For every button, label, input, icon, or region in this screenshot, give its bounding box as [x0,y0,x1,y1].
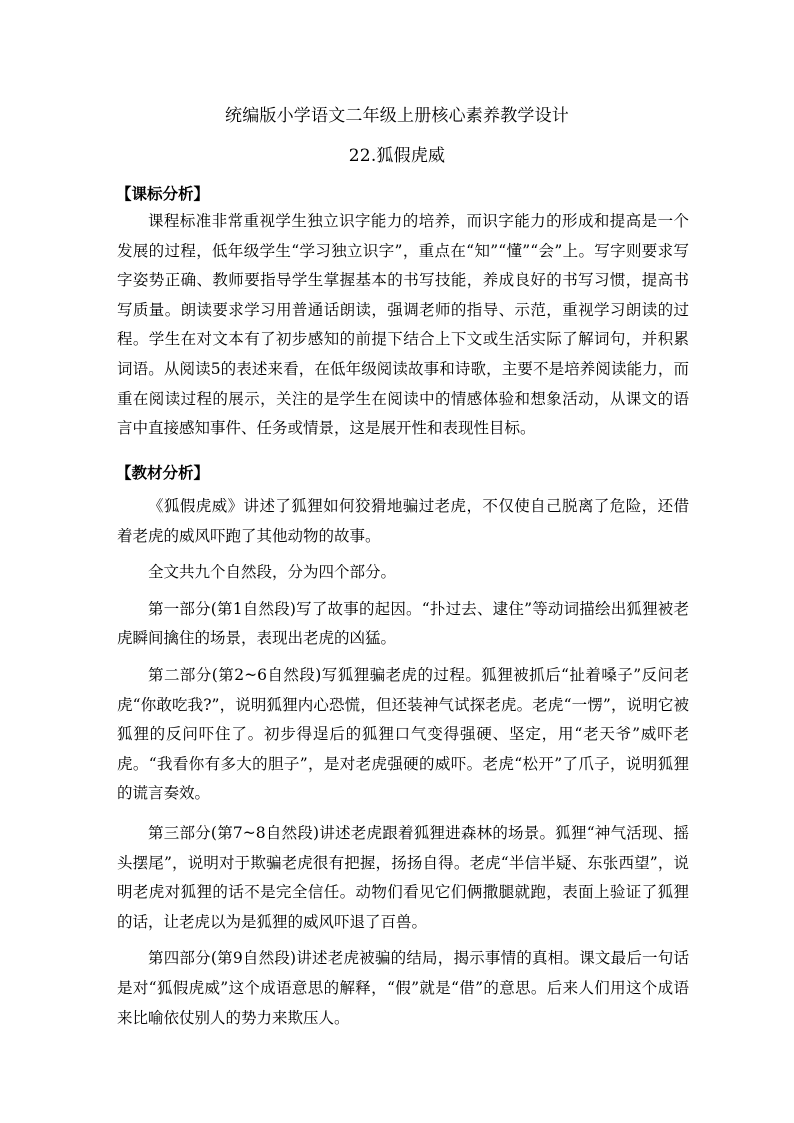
section-body-textbook [117,492,689,1033]
lesson-title: 22.狐假虎威 [348,146,446,166]
section-heading-curriculum: 【课标分析】 [116,184,210,203]
paragraph: 第二部分(第2~6自然段)写狐狸骗老虎的过程。狐狸被抓后“扯着嗓子”反问老虎“你敢吃我?”，说明狐狸内心恐慌，但还装神气试探老虎。老虎“一愣”，说明它被狐狸的反问吓住了。初步得逞后的狐狸口气变得强硬、坚定，用“老天爷”威吓老虎。“我看你有多大的胆子”，是对老虎强硬的威吓。老虎“松开”了爪子，说明狐狸的谎言奏效。 [117,665,689,803]
paragraph: 课程标准非常重视学生独立识字能力的培养，而识字能力的形成和提高是一个发展的过程，低年级学生“学习独立识字”，重点在“知”“懂”“会”上。写字则要求写字姿势正确、教师要指导学生掌握基本的书写技能，养成良好的书写习惯，提高书写质量。朗读要求学习用普通话朗读，强调老师的指导、示范，重视学习朗读的过程。学生在对文本有了初步感知的前提下结合上下文或生活实际了解词句，并积累词语。从阅读5的表述来看，在低年级阅读故事和诗歌，主要不是培养阅读能力，而重在阅读过程的展示，关注的是学生在阅读中的情感体验和想象活动，从课文的语言中直接感知事件、任务或情景，这是展开性和表现性目标。 [117,212,689,438]
paragraph: 第四部分(第9自然段)讲述老虎被骗的结局，揭示事情的真相。课文最后一句话是对“狐假虎威”这个成语意思的解释，“假”就是“借”的意思。后来人们用这个成语来比喻依仗别人的势力来欺压人。 [117,949,689,1027]
paragraph: 第三部分(第7~8自然段)讲述老虎跟着狐狸进森林的场景。狐狸“神气活现、摇头摆尾”，说明对于欺骗老虎很有把握，扬扬自得。老虎“半信半疑、东张西望”，说明老虎对狐狸的话不是完全信任。动物们看见它们俩撒腿就跑，表面上验证了狐狸的话，让老虎以为是狐狸的威风吓退了百兽。 [117,823,689,931]
section-heading-textbook: 【教材分析】 [116,463,210,482]
paragraph: 全文共九个自然段，分为四个部分。 [148,563,397,582]
paragraph: 第一部分(第1自然段)写了故事的起因。“扑过去、逮住”等动词描绘出狐狸被老虎瞬间擒住的场景，表现出老虎的凶猛。 [117,599,689,648]
document-title: 统编版小学语文二年级上册核心素养教学设计 [225,106,569,126]
section-body-curriculum [117,207,689,444]
paragraph: 《狐假虎威》讲述了狐狸如何狡猾地骗过老虎，不仅使自己脱离了危险，还借着老虎的威风吓跑了其他动物的故事。 [117,497,689,545]
